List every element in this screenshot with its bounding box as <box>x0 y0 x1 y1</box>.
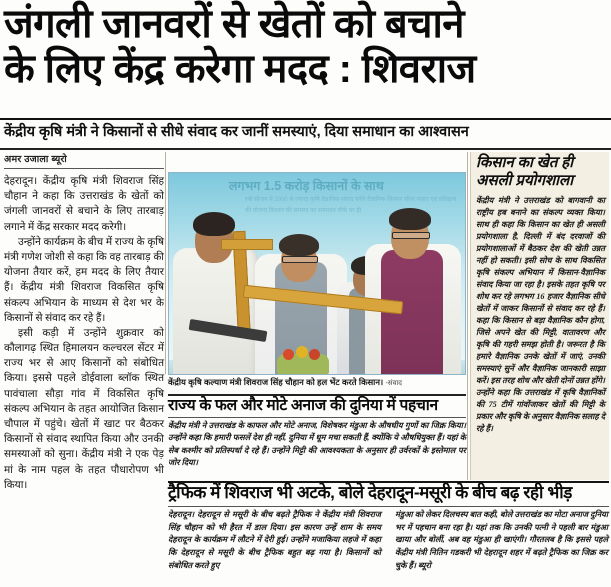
traffic-section <box>168 481 609 585</box>
left-article-column <box>4 152 164 493</box>
left-paragraph-2: उन्होंने कार्यक्रम के बीच में राज्य के कृषि मंत्री गणेश जोशी से कहा कि वह तारबाड़ की योजना तैयार करें, हम मदद के लिए तैयार हैं। केंद्रीय मंत्री शिवराज विकसित कृषि संकल्प अभियान के माध्यम से देश भर के किसानों से संवाद कर रहे हैं। <box>4 236 164 324</box>
news-photo <box>168 172 466 375</box>
column-separator-left <box>165 152 166 374</box>
left-article-body <box>4 174 164 493</box>
column-separator-right <box>467 152 468 480</box>
headline-line-1: जंगली जानवरों से खेतों को बचाने <box>4 2 464 46</box>
subhead-divider <box>0 148 611 150</box>
fruits-section-body: केंद्रीय मंत्री ने उत्तराखंड के काफल और मोटे अनाज, विशेषकर मंडुआ के औषधीय गुणों का जिक्र किया। उन्होंने कहा कि हमारी फसलें देश ही नहीं, दुनिया में धूम मचा सकती हैं, क्योंकि ये औषधियुक्त हैं। यहां के सेब कश्मीर को प्रतिस्पर्धा दे रहे हैं। उन्होंने मिट्टी की आवश्यकता के अनुसार ही उर्वरकों के इस्तेमाल पर जोर दिया। <box>168 421 466 468</box>
sidebar-article <box>470 152 609 480</box>
fruits-section-title: राज्य के फल और मोटे अनाज की दुनिया में पहचान <box>168 397 438 414</box>
traffic-section-mid-rule <box>168 506 609 507</box>
traffic-paragraph-1: देहरादून। देहरादून से मसूरी के बीच बढ़ते ट्रैफिक ने केंद्रीय मंत्री शिवराज सिंह चौहान को भी हैरत में डाल दिया। इस कारण उन्हें शाम के समय देहरादून के कार्यक्रम में लौटने में देरी हुई। उन्होंने मजाकिया लहजे में कहा कि देहरादून से मसूरी के बीच ट्रैफिक बहुत बढ़ गया है। किसानों को संबोधित करते हुए <box>168 510 381 570</box>
sidebar-title-line-1: किसान का खेत ही <box>476 155 574 171</box>
photo-backdrop <box>169 173 465 374</box>
traffic-section-title: ट्रैफिक में शिवराज भी अटके, बोले देहरादून-मसूरी के बीच बढ़ रही भीड़ <box>168 483 572 502</box>
left-paragraph-3: इसी कड़ी में उन्होंने शुक्रवार को कौलागढ़ स्थित हिमालयन कल्चरल सेंटर में राज्य भर से आए किसानों को संबोधित किया। इससे पहले डोईवाला ब्लॉक स्थित पावंचाला सौड़ा गांव में विकसित कृषि संकल्प अभियान के तहत आयोजित किसान चौपाल में पहुंचे। खेतों में खाट पर बैठकर किसानों से संवाद स्थापित किया और उनकी समस्याओं को सुना। केंद्रीय मंत्री ने एक पेड़ मां के नाम पहल के तहत पौधारोपण भी किया। <box>4 327 164 491</box>
traffic-section-columns <box>168 509 609 573</box>
headline-line-2: के लिए केंद्र करेगा मदद : शिवराज <box>4 46 476 91</box>
sidebar-body <box>476 195 605 434</box>
photo-caption-text: केंद्रीय कृषि कल्याण मंत्री शिवराज सिंह चौहान को हल भेंट करते किसान। <box>168 377 384 387</box>
wooden-plough-crossbar <box>221 239 273 250</box>
sidebar-paragraph: केंद्रीय मंत्री ने उत्तराखंड को बागवानी का राष्ट्रीय हब बनाने का संकल्प व्यक्त किया। साथ ही कहा कि किसान का खेत ही असली प्रयोगशाला है, दिल्ली में बंद दरवाजों की प्रयोगशालाओं में बैठकर देश की खेती उन्नत नहीं हो सकती। इसी सोच के साथ विकसित कृषि संकल्प अभियान में किसान-वैज्ञानिक संवाद किया जा रहा है। इसके तहत कृषि पर शोध कर रहे लगभग 16 हजार वैज्ञानिक सीधे खेतों में जाकर किसानों से संवाद कर रहे हैं। कहा कि किसान से बड़ा वैज्ञानिक कौन होगा, जिसे अपने खेत की मिट्टी, वातावरण और कृषि की गहरी समझ होती है। जरूरत है कि हमारे वैज्ञानिक उनके खेतों में जाएं, उनकी समस्याएं सुनें और वैज्ञानिक जानकारी साझा करें। इस तरह शोध और खेती दोनों उन्नत होंगे। उन्होंने कहा कि उत्तराखंड में कृषि वैज्ञानिकों की 75 टीमें गांवोंजाकर खेतों की मिट्टी के प्रकार और कृषि के अनुसार वैज्ञानिक सलाह दे रहे हैं। <box>476 196 605 433</box>
main-headline <box>4 2 607 92</box>
person-minister-right <box>365 196 461 374</box>
photo-credit: -संवाद <box>385 380 402 387</box>
fruits-section-top-rule <box>168 394 466 396</box>
stage-banner-text: लगभग 1.5 करोड़ किसानों के साथ <box>229 179 384 193</box>
fruits-millets-section <box>168 394 466 480</box>
fruit-basket <box>277 354 329 374</box>
traffic-paragraph-2: मंडुआ को लेकर दिलचस्प बात कही, बोले उत्तराखंड का मोटा अनाज दुनिया भर में पहचान बना रहा है। यहां तक कि उनकी पत्नी ने पहली बार मंडुआ खाया और बोलीं, अब वह मंडुआ ही खाएंगी। गौरतलब है कि इससे पहले केंद्रीय मंत्री नितिन गडकरी भी देहरादून शहर में बढ़ते ट्रैफिक का जिक्र कर चुके हैं। ब्यूरो <box>395 510 608 570</box>
traffic-column-2 <box>395 509 608 573</box>
traffic-column-1 <box>168 509 381 573</box>
stage-banner-subtext: रबी सीजन में 2000 से ज्यादा कृषि वैज्ञानिक संवाद करेंगे वैज्ञानिक-किसान सीधा संवाद एवं प्रशिक्षण की योजना किसान की समस्या का समाधान मौके पर ही <box>245 197 457 215</box>
photo-caption <box>168 377 466 388</box>
fruits-section-mid-rule <box>168 417 466 418</box>
sub-headline: केंद्रीय कृषि मंत्री ने किसानों से सीधे संवाद कर जानीं समस्याएं, दिया समाधान का आश्वासन <box>4 124 469 140</box>
sidebar-title-line-2: असली प्रयोगशाला <box>476 172 574 189</box>
sidebar-title <box>476 155 605 190</box>
byline: अमर उजाला ब्यूरो <box>4 152 164 169</box>
headline-divider <box>0 118 611 120</box>
left-paragraph-1: देहरादून। केंद्रीय कृषि मंत्री शिवराज सिंह चौहान ने कहा कि उत्तराखंड के खेतों को जंगली जानवरों से बचाने के लिए तारबाड़ लगाने में केंद्र सरकार मदद करेगी। <box>4 176 164 233</box>
